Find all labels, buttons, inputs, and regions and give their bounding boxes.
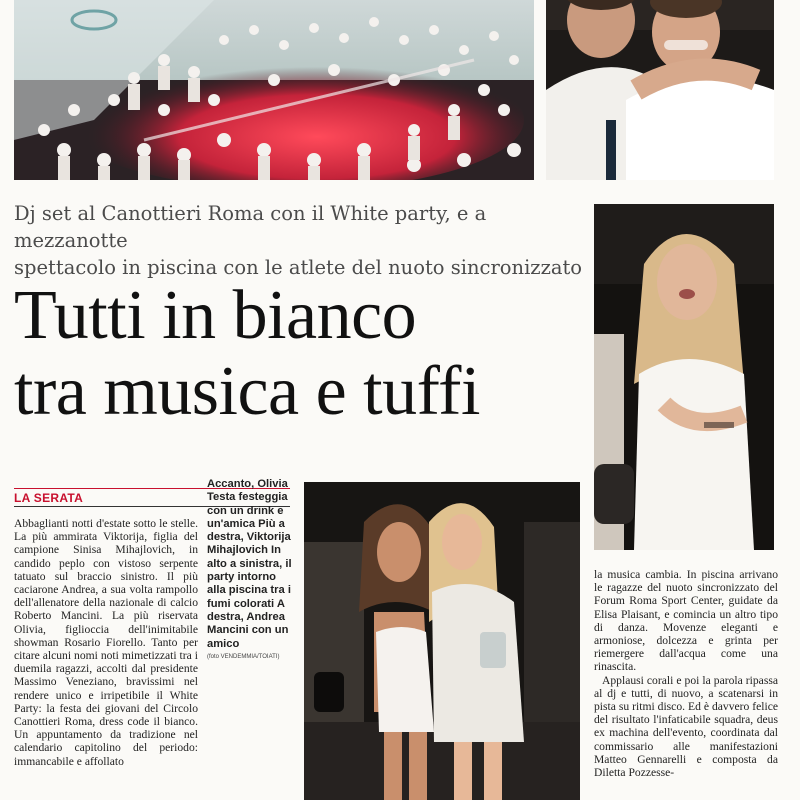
article-column-right [594, 568, 778, 779]
article-column-left [14, 517, 198, 768]
article-paragraph: Applausi corali e poi la parola ripassa al dj e tutti, di nuovo, a scatenarsi in pista su ritmi disco. Ed è davvero felice del risultato l'infaticabile squadra, deus ex machina dell'evento, coordinata dal commissario alle manifestazioni Matteo Gennarelli e composta da Diletta Pozzesse- [594, 673, 778, 780]
men-photo [546, 0, 774, 180]
party-photo [14, 0, 534, 180]
woman-photo [594, 204, 774, 550]
article-subtitle [14, 200, 584, 281]
subtitle-line-2: spettacolo in piscina con le atlete del nuoto sincronizzato [14, 256, 583, 279]
section-kicker: LA SERATA [14, 488, 290, 505]
headline-line-2: tra musica e tuffi [14, 353, 480, 430]
headline-line-1: Tutti in bianco [14, 277, 417, 354]
subtitle-line-1: Dj set al Canottieri Roma con il White party, e a mezzanotte [14, 202, 487, 252]
article-paragraph: Abbaglianti notti d'estate sotto le stelle. La più ammirata Viktorija, figlia del campione Sinisa Mihajlovich, in candido peplo con vistoso serpente tatuato sul braccio sinistro. Il più caciarone Andrea, a sua volta rampollo dell'allenatore della nazionale di calcio Roberto Mancini. La più riservata Olivia, figlioccia dell'inimitabile showman Rosario Fiorello. Tanto per citare alcuni nomi noti mimetizzati tra i duemila ragazzi, accolti dal presidente Massimo Veneziano, bravissimi nel rendere unico e irripetibile il White Party: la festa dei giovani del Circolo Canottieri Roma, dress code il bianco. Un appuntamento da tradizione nel calendario capitolino del periodo: immancabile e affollato [14, 517, 198, 768]
photo-credit: (foto VENDEMMIA/TOIATI) [207, 653, 280, 660]
photo-caption [207, 478, 297, 661]
caption-text: Accanto, Olivia Testa festeggia con un drink e un'amica Più a destra, Viktorija Mihajlovich In alto a sinistra, il party intorno alla piscina tra i fumi colorati A destra, Andrea Mancini con un amico [207, 478, 292, 650]
article-paragraph: la musica cambia. In piscina arrivano le ragazze del nuoto sincronizzato del Forum Roma Sport Center, guidate da Elisa Plaisant, e comincia un altro tipo di danza. Movenze eleganti e armoniose, dolcezza e grinta per riemergere dall'acqua come una rinascita. [594, 568, 778, 674]
article-headline [14, 278, 594, 430]
two-women-photo [304, 482, 580, 800]
